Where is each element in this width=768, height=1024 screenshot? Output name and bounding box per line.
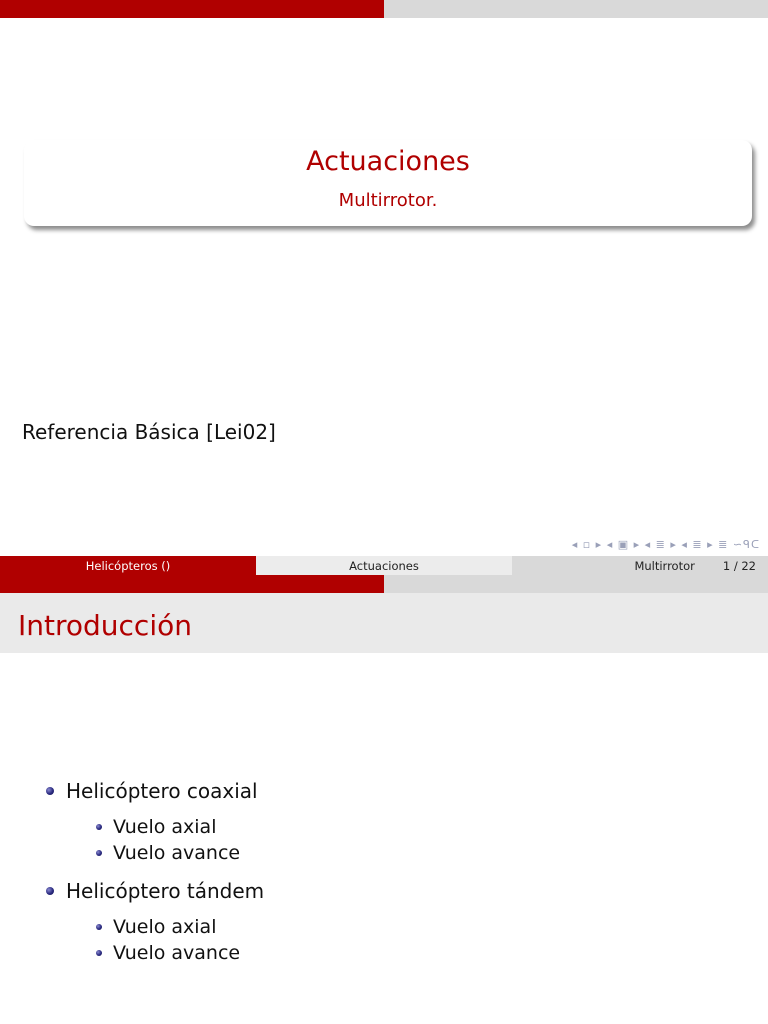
progress-fill-2 <box>0 575 384 593</box>
navigation-symbols[interactable]: ◂ ▫ ▸ ◂ ▣ ▸ ◂ ≣ ▸ ◂ ≣ ▸ ≣ ∽ᑫᑕ <box>571 538 760 551</box>
progress-remaining <box>384 0 768 18</box>
bullet-icon <box>46 787 54 795</box>
footer-subtitle: Multirrotor <box>634 558 695 573</box>
frame-title: Introducción <box>18 609 192 642</box>
list-item <box>46 879 264 903</box>
list-item-label: Helicóptero coaxial <box>66 779 258 803</box>
title-block <box>24 140 752 226</box>
sub-list-item-label: Vuelo avance <box>113 942 241 964</box>
footer-author: Helicópteros () <box>0 556 256 575</box>
sub-list-item <box>96 816 216 838</box>
sub-list-item-label: Vuelo avance <box>113 842 241 864</box>
progress-bar <box>0 0 768 18</box>
bullet-icon <box>96 824 102 830</box>
footer-title: Actuaciones <box>256 556 512 575</box>
list-item <box>46 779 258 803</box>
bullet-icon <box>96 850 102 856</box>
sub-list-item <box>96 916 216 938</box>
sub-list-item <box>96 842 240 864</box>
progress-remaining-2 <box>384 575 768 593</box>
progress-bar-2 <box>0 575 768 593</box>
sub-list-item-label: Vuelo axial <box>113 816 217 838</box>
bullet-icon <box>96 950 102 956</box>
sub-list-item <box>96 942 240 964</box>
sub-list-item-label: Vuelo axial <box>113 916 217 938</box>
reference-text: Referencia Básica [Lei02] <box>22 420 276 444</box>
bullet-icon <box>46 887 54 895</box>
page-number: 1 / 22 <box>722 558 756 573</box>
list-item-label: Helicóptero tándem <box>66 879 265 903</box>
presentation-subtitle: Multirrotor. <box>338 190 438 211</box>
bullet-icon <box>96 924 102 930</box>
progress-fill <box>0 0 384 18</box>
presentation-title: Actuaciones <box>306 146 470 177</box>
